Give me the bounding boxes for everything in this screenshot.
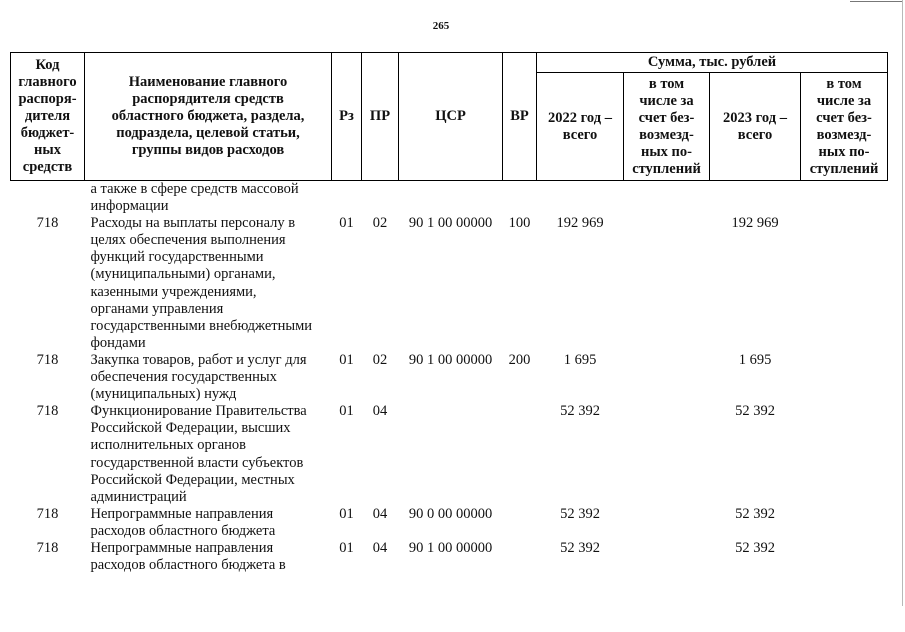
- cell-csr: 90 1 00 00000: [408, 351, 493, 368]
- cell-pr: 04: [372, 403, 388, 420]
- cell-name: Закупка товаров, работ и услуг для обеспечения государственных (муниципальных) нужд: [90, 351, 307, 403]
- cell-grants-2023: [801, 506, 888, 540]
- cell-code: 718: [36, 215, 59, 232]
- cell-csr: [399, 181, 503, 216]
- cell-total-2022: 52 392: [560, 539, 600, 556]
- cell-grants-2022: [624, 181, 710, 216]
- cell-name: Непрограммные направления расходов областного бюджета: [90, 505, 276, 539]
- cell-vr: [503, 506, 537, 540]
- cell-csr: 90 1 00 00000: [408, 539, 493, 556]
- cell-rz: 01: [339, 351, 354, 368]
- cell-name: Расходы на выплаты персоналу в целях обеспечения выполнения функций государственными (муниципальными) органами, казенными учреждениями, органами управления государственными внебюджетными фондами: [90, 215, 313, 351]
- header-total-2023: 2023 год – всего: [710, 73, 801, 181]
- cell-rz: 01: [339, 539, 354, 556]
- table-row: [11, 181, 888, 216]
- cell-code: 718: [36, 539, 59, 556]
- table-row: [11, 215, 888, 352]
- cell-rz: 01: [339, 505, 354, 522]
- cell-rz: [332, 181, 362, 216]
- cell-total-2023: 52 392: [735, 539, 775, 556]
- cell-total-2023: 1 695: [738, 351, 772, 368]
- cell-name: Функционирование Правительства Российской Федерации, высших исполнительных органов государственной власти субъектов Российской Федерации, местных администраций: [90, 403, 307, 505]
- cell-grants-2022: [624, 506, 710, 540]
- table-row: [11, 540, 888, 574]
- header-code: Код главного распоря- дителя бюджет- ных средств: [11, 53, 85, 181]
- cell-vr: [503, 540, 537, 574]
- cell-total-2023: 192 969: [731, 215, 779, 232]
- cell-name: Непрограммные направления расходов областного бюджета в: [90, 539, 286, 574]
- table-body: [11, 181, 888, 575]
- header-sum-group: Сумма, тыс. рублей: [537, 53, 888, 73]
- header-name: Наименование главного распорядителя средств областного бюджета, раздела, подраздела, целевой статьи, группы видов расходов: [85, 53, 332, 181]
- cell-total-2023: [710, 181, 801, 216]
- cell-total-2022: [537, 181, 624, 216]
- cell-pr: [362, 181, 399, 216]
- cell-grants-2023: [801, 540, 888, 574]
- cell-csr: 90 0 00 00000: [408, 505, 493, 522]
- page-number: 265: [432, 20, 450, 32]
- table-row: [11, 352, 888, 403]
- cell-grants-2023: [801, 215, 888, 352]
- cell-grants-2022: [624, 215, 710, 352]
- cell-name: а также в сфере средств массовой информации: [90, 181, 299, 215]
- cell-vr: [503, 403, 537, 506]
- cell-vr: [503, 181, 537, 216]
- cell-rz: 01: [339, 215, 354, 232]
- cell-code: 718: [36, 351, 59, 368]
- header-pr: ПР: [362, 53, 399, 181]
- header-rz: Рз: [332, 53, 362, 181]
- cell-grants-2022: [624, 352, 710, 403]
- cell-vr: 200: [508, 351, 531, 368]
- header-total-2022: 2022 год – всего: [537, 73, 624, 181]
- cell-pr: 02: [372, 215, 388, 232]
- cell-total-2022: 52 392: [560, 403, 600, 420]
- cell-grants-2023: [801, 403, 888, 506]
- cell-grants-2022: [624, 403, 710, 506]
- cell-code: 718: [36, 403, 59, 420]
- cell-code: 718: [36, 505, 59, 522]
- table-row: [11, 403, 888, 506]
- cell-grants-2023: [801, 181, 888, 216]
- scan-edge-line: [850, 1, 903, 2]
- header-csr: ЦСР: [399, 53, 503, 181]
- table-row: [11, 506, 888, 540]
- header-vr: ВР: [503, 53, 537, 181]
- cell-grants-2023: [801, 352, 888, 403]
- scan-edge-line: [902, 0, 903, 606]
- cell-pr: 04: [372, 539, 388, 556]
- budget-table: [10, 52, 888, 574]
- cell-grants-2022: [624, 540, 710, 574]
- cell-total-2022: 192 969: [556, 215, 604, 232]
- cell-pr: 04: [372, 505, 388, 522]
- cell-total-2023: 52 392: [735, 505, 775, 522]
- cell-csr: 90 1 00 00000: [408, 215, 493, 232]
- cell-total-2023: 52 392: [735, 403, 775, 420]
- header-grants-2022: в том числе за счет без- возмезд- ных по- ступлений: [624, 73, 710, 181]
- cell-vr: 100: [508, 215, 531, 232]
- cell-rz: 01: [339, 403, 354, 420]
- cell-total-2022: 52 392: [560, 505, 600, 522]
- cell-pr: 02: [372, 351, 388, 368]
- cell-code: [11, 181, 85, 216]
- cell-csr: [399, 403, 503, 506]
- cell-total-2022: 1 695: [563, 351, 597, 368]
- table-header: [11, 53, 888, 181]
- header-grants-2023: в том числе за счет без- возмезд- ных по- ступлений: [801, 73, 888, 181]
